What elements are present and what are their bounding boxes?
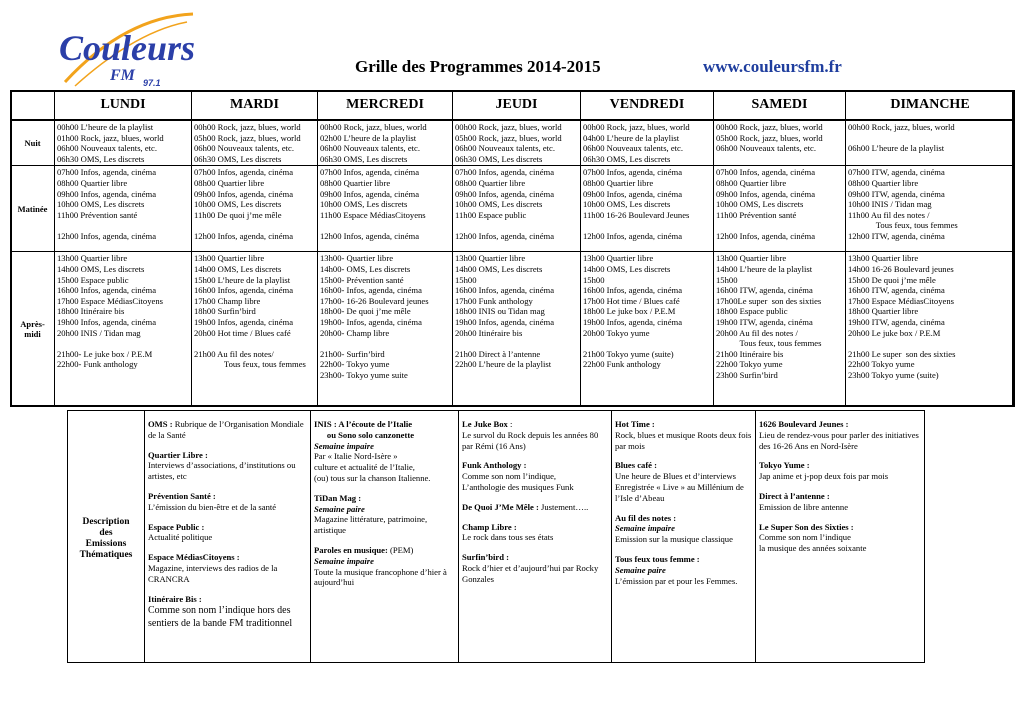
entry-title-text: INIS : A l’écoute de l’Italie ou Sono solo canzonette <box>314 419 415 440</box>
entry-description: Comme son nom l’indique la musique des années soixante <box>759 532 867 554</box>
schedule-cell <box>192 120 318 166</box>
entry-description: Le survol du Rock depuis les années 80 par Rémi (16 Ans) <box>462 429 599 451</box>
descriptions-label: Description des Emissions Thématiques <box>68 411 145 663</box>
entry-description: Le rock dans tous ses états <box>462 532 554 543</box>
entry-title <box>462 522 608 533</box>
entry-description: Emission de libre antenne <box>759 501 849 512</box>
entry-title-text: TiDan Mag : <box>314 492 362 503</box>
day-header: VENDREDI <box>581 91 714 121</box>
schedule-text: 13h00 Quartier libre 14h00 OMS, Les discrets 15h00 16h00 Infos, agenda, cinéma 17h00 Hot time / Blues café 18h00 Le juke box / P.E.M 19h00 Infos, agenda, cinéma 20h00 Tokyo yume 21h00 Tokyo yume (suite) 22h00 Funk anthology <box>583 253 683 370</box>
entry-title-text: Tokyo Yume : <box>759 460 810 471</box>
schedule-cell <box>714 166 846 252</box>
description-entry <box>759 522 921 554</box>
entry-description: Comme son nom l’indique hors des sentiers de la bande FM traditionnel <box>148 605 293 630</box>
entry-description: Emission sur la musique classique <box>615 534 733 545</box>
desc-column <box>459 411 612 663</box>
description-entry <box>148 450 307 482</box>
schedule-cell <box>55 166 192 252</box>
entry-title <box>148 450 307 461</box>
schedule-cell <box>318 166 453 252</box>
entry-title-text: Blues café : <box>615 460 658 471</box>
entry-description: Magazine littérature, patrimoine, artistique <box>314 514 428 536</box>
entry-description: Rock, blues et musique Roots deux fois par mois <box>615 429 752 451</box>
entry-description: Toute la musique francophone d’hier à aujourd’hui <box>314 566 447 588</box>
day-header: DIMANCHE <box>846 91 1015 121</box>
corner-cell <box>11 91 55 121</box>
entry-title <box>462 552 608 563</box>
schedule-text: 07h00 Infos, agenda, cinéma 08h00 Quartier libre 09h00 Infos, agenda, cinéma 10h00 OMS, Les discrets 11h00 Prévention santé 12h00 Infos, agenda, cinéma <box>57 167 157 241</box>
schedule-text: 13h00 Quartier libre 14h00 OMS, Les discrets 15h00 L’heure de la playlist 16h00 Infos, agenda, cinéma 17h00 Champ libre 18h00 Surfin’bird 19h00 Infos, agenda, cinéma 20h00 Hot time / Blues café 21h00 Au fil des notes/ Tous feux, tous femmes <box>194 253 306 370</box>
entry-title <box>462 502 539 512</box>
entry-title <box>314 493 455 504</box>
entry-title <box>615 554 752 565</box>
schedule-text: 07h00 Infos, agenda, cinéma 08h00 Quartier libre 09h00 Infos, agenda, cinéma 10h00 OMS, Les discrets 11h00 16-26 Boulevard Jeunes 12h00 Infos, agenda, cinéma <box>583 167 690 241</box>
schedule-cell <box>192 252 318 407</box>
day-header: LUNDI <box>55 91 192 121</box>
day-header: MARDI <box>192 91 318 121</box>
website-link[interactable]: www.couleursfm.fr <box>703 57 842 76</box>
schedule-text: 13h00 Quartier libre 14h00 OMS, Les discrets 15h00 Espace public 16h00 Infos, agenda, cinéma 17h00 Espace MédiasCitoyens 18h00 Itinéraire bis 19h00 Infos, agenda, cinéma 20h00 INIS / Tidan mag 21h00- Le juke box / P.E.M 22h00- Funk anthology <box>57 253 163 370</box>
schedule-text: 00h00 Rock, jazz, blues, world 05h00 Rock, jazz, blues, world 06h00 Nouveaux talents, etc. <box>716 122 823 154</box>
description-entry <box>314 545 455 588</box>
entry-title-text: Hot Time : <box>615 419 655 429</box>
entry-title-text: Champ Libre : <box>462 521 517 532</box>
schedule-text: 00h00 Rock, jazz, blues, world 02h00 L’heure de la playlist 06h00 Nouveaux talents, etc. 06h30 OMS, Les discrets <box>320 122 427 164</box>
description-entry <box>148 419 307 441</box>
description-entry <box>462 460 608 492</box>
entry-title-text: Quartier Libre : <box>148 449 208 460</box>
description-entry <box>462 522 608 544</box>
schedule-text: 07h00 ITW, agenda, cinéma 08h00 Quartier libre 09h00 ITW, agenda, cinéma 10h00 INIS / Tidan mag 11h00 Au fil des notes / Tous feux, tous femmes 12h00 ITW, agenda, cinéma <box>848 167 958 241</box>
description-entry <box>148 491 307 513</box>
entry-description: Une heure de Blues et d’interviews Enregistrée « Live » au Millénium de l’Isle d’Abeau <box>615 471 744 503</box>
program-grid <box>10 90 1015 407</box>
description-entry <box>615 460 752 503</box>
entry-title <box>314 419 455 441</box>
schedule-cell <box>714 252 846 407</box>
entry-title <box>615 460 752 471</box>
description-entry <box>462 502 608 513</box>
logo-freq: 97.1 <box>143 78 161 88</box>
page-title: Grille des Programmes 2014-2015 <box>355 57 601 76</box>
entry-title-extra: (PEM) <box>387 544 414 555</box>
entry-title-text: Itinéraire Bis : <box>148 593 202 604</box>
schedule-text: 07h00 Infos, agenda, cinéma 08h00 Quartier libre 09h00 Infos, agenda, cinéma 10h00 OMS, Les discrets 11h00 Espace public 12h00 Infos, agenda, cinéma <box>455 167 555 241</box>
entry-week-note: Semaine paire <box>314 503 365 514</box>
day-header: SAMEDI <box>714 91 846 121</box>
period-label: Matinée <box>11 166 55 252</box>
entry-title-text: Le Super Son des Sixties : <box>759 521 854 532</box>
descriptions-table <box>67 410 925 663</box>
desc-column <box>311 411 459 663</box>
description-entry <box>462 552 608 584</box>
entry-title <box>148 491 307 502</box>
entry-title-extra: : <box>507 419 513 429</box>
entry-description: Magazine, interviews des radios de la CRANCRA <box>148 562 278 584</box>
logo-fm: FM <box>110 67 135 84</box>
schedule-cell <box>581 166 714 252</box>
entry-title-text: Surfin’bird : <box>462 552 510 563</box>
schedule-text: 13h00 Quartier libre 14h00 OMS, Les discrets 15h00 16h00 Infos, agenda, cinéma 17h00 Funk anthology 18h00 INIS ou Tidan mag 19h00 Infos, agenda, cinéma 20h00 Itinéraire bis 21h00 Direct à l’antenne 22h00 L’heure de la playlist <box>455 253 555 370</box>
description-entry <box>615 419 752 451</box>
entry-week-note: Semaine impaire <box>314 555 374 566</box>
entry-title-text: Funk Anthology : <box>462 460 527 471</box>
entry-description: Jap anime et j-pop deux fois par mois <box>759 471 889 482</box>
entry-description: L’émission par et pour les Femmes. <box>615 575 738 586</box>
description-entry <box>759 419 921 451</box>
period-label: Nuit <box>11 120 55 166</box>
schedule-cell <box>318 252 453 407</box>
entry-title-text: Le Juke Box <box>462 419 508 429</box>
entry-title <box>759 460 921 471</box>
entry-title <box>759 522 921 533</box>
entry-description: Actualité politique <box>148 532 213 543</box>
schedule-cell <box>714 120 846 166</box>
schedule-cell <box>581 120 714 166</box>
entry-title-text: OMS : <box>148 419 173 429</box>
schedule-cell <box>55 252 192 407</box>
schedule-cell <box>453 120 581 166</box>
description-entry <box>615 554 752 586</box>
schedule-cell <box>846 166 1015 252</box>
day-header: JEUDI <box>453 91 581 121</box>
entry-title <box>148 522 307 533</box>
schedule-cell <box>846 252 1015 407</box>
description-entry <box>462 419 608 451</box>
entry-description: Rock d’hier et d’aujourd’hui par Rocky Gonzales <box>462 562 599 584</box>
description-entry <box>759 460 921 482</box>
entry-title <box>462 419 608 430</box>
schedule-cell <box>846 120 1015 166</box>
description-entry <box>759 491 921 513</box>
period-label: Après- midi <box>11 252 55 407</box>
entry-description: Rubrique de l’Organisation Mondiale de la Santé <box>148 419 304 440</box>
entry-description: Par « Italie Nord-Isère » culture et actualité de l’Italie, (ou) tous sur la chanson Italienne. <box>314 451 431 483</box>
description-entry <box>148 594 307 631</box>
schedule-text: 00h00 Rock, jazz, blues, world 06h00 L’heure de la playlist <box>848 122 955 154</box>
schedule-cell <box>453 252 581 407</box>
entry-title <box>759 419 921 430</box>
entry-title <box>148 552 307 563</box>
entry-title-text: Direct à l’antenne : <box>759 490 830 501</box>
entry-title <box>759 491 921 502</box>
entry-description: Comme son nom l’indique, L’anthologie des musiques Funk <box>462 471 574 492</box>
entry-title <box>148 419 173 429</box>
schedule-cell <box>453 166 581 252</box>
entry-title-text: 1626 Boulevard Jeunes : <box>759 419 849 429</box>
entry-title-text: Paroles en musique: <box>314 544 388 555</box>
desc-column <box>756 411 925 663</box>
schedule-text: 13h00 Quartier libre 14h00 16-26 Boulevard jeunes 15h00 De quoi j’me mêle 16h00 ITW, agenda, cinéma 17h00 Espace MédiasCitoyens 18h00 Quartier libre 19h00 ITW, agenda, cinéma 20h00 Le juke box / P.E.M 21h00 Le super son des sixties 22h00 Tokyo yume 23h00 Tokyo yume (suite) <box>848 253 956 380</box>
day-header: MERCREDI <box>318 91 453 121</box>
row-matinee <box>11 166 1015 252</box>
logo-text: Couleurs <box>59 28 195 68</box>
desc-column <box>145 411 311 663</box>
entry-title-text: Espace Public : <box>148 521 205 532</box>
days-header-row <box>11 91 1015 121</box>
description-entry <box>314 419 455 484</box>
description-entry <box>615 513 752 545</box>
entry-title-text: Au fil des notes : <box>615 512 677 523</box>
entry-week-note: Semaine paire <box>615 564 666 575</box>
entry-week-note: Semaine impaire <box>615 523 675 534</box>
entry-title <box>615 513 752 524</box>
schedule-text: 13h00 Quartier libre 14h00 L’heure de la playlist 15h00 16h00 ITW, agenda, cinéma 17h00Le super son des sixties 18h00 Espace public 19h00 ITW, agenda, cinéma 20h00 Au fil des notes / Tous feux, tous femmes 21h00 Itinéraire bis 22h00 Tokyo yume 23h00 Surfin’bird <box>716 253 822 380</box>
schedule-cell <box>192 166 318 252</box>
row-apres-midi <box>11 252 1015 407</box>
entry-title <box>615 419 752 430</box>
desc-column <box>612 411 756 663</box>
schedule-text: 07h00 Infos, agenda, cinéma 08h00 Quartier libre 09h00 Infos, agenda, cinéma 10h00 OMS, Les discrets 11h00 Espace MédiasCitoyens 12h00 Infos, agenda, cinéma <box>320 167 426 241</box>
couleurs-fm-logo <box>55 12 195 88</box>
entry-description: Justement….. <box>541 501 589 512</box>
entry-title <box>148 594 307 605</box>
entry-title-text: Prévention Santé : <box>148 490 216 501</box>
schedule-text: 13h00- Quartier libre 14h00- OMS, Les discrets 15h00- Prévention santé 16h00- Infos, agenda, cinéma 17h00- 16-26 Boulevard jeunes 18h00- De quoi j’me mêle 19h00- Infos, agenda, cinéma 20h00- Champ libre 21h00- Surfin’bird 22h00- Tokyo yume 23h00- Tokyo yume suite <box>320 253 429 380</box>
description-entry <box>148 522 307 544</box>
schedule-text: 00h00 L’heure de la playlist 01h00 Rock, jazz, blues, world 06h00 Nouveaux talents, etc. 06h30 OMS, Les discrets <box>57 122 164 164</box>
schedule-text: 07h00 Infos, agenda, cinéma 08h00 Quartier libre 09h00 Infos, agenda, cinéma 10h00 OMS, Les discrets 11h00 De quoi j’me mêle 12h00 Infos, agenda, cinéma <box>194 167 294 241</box>
description-entry <box>314 493 455 536</box>
schedule-text: 00h00 Rock, jazz, blues, world 04h00 L’heure de la playlist 06h00 Nouveaux talents, etc. 06h30 OMS, Les discrets <box>583 122 690 164</box>
entry-title-text: De Quoi J’Me Mêle : <box>462 501 539 512</box>
entry-title <box>462 460 608 471</box>
entry-description: L’émission du bien-être et de la santé <box>148 501 277 512</box>
entry-description: Lieu de rendez-vous pour parler des initiatives des 16-26 Ans en Nord-Isère <box>759 429 919 451</box>
entry-title-text: Espace MédiasCitoyens : <box>148 552 240 563</box>
entry-week-note: Semaine impaire <box>314 440 374 451</box>
description-entry <box>148 552 307 584</box>
row-nuit <box>11 120 1015 166</box>
schedule-text: 00h00 Rock, jazz, blues, world 05h00 Rock, jazz, blues, world 06h00 Nouveaux talents, etc. 06h30 OMS, Les discrets <box>194 122 301 164</box>
entry-title-text: Tous feux tous femme : <box>615 553 700 564</box>
schedule-cell <box>318 120 453 166</box>
schedule-cell <box>581 252 714 407</box>
schedule-cell <box>55 120 192 166</box>
entry-title <box>314 545 455 556</box>
schedule-text: 07h00 Infos, agenda, cinéma 08h00 Quartier libre 09h00 Infos, agenda, cinéma 10h00 OMS, Les discrets 11h00 Prévention santé 12h00 Infos, agenda, cinéma <box>716 167 816 241</box>
entry-description: Interviews d’associations, d’institutions ou artistes, etc <box>148 460 296 482</box>
schedule-text: 00h00 Rock, jazz, blues, world 05h00 Rock, jazz, blues, world 06h00 Nouveaux talents, etc. 06h30 OMS, Les discrets <box>455 122 562 164</box>
